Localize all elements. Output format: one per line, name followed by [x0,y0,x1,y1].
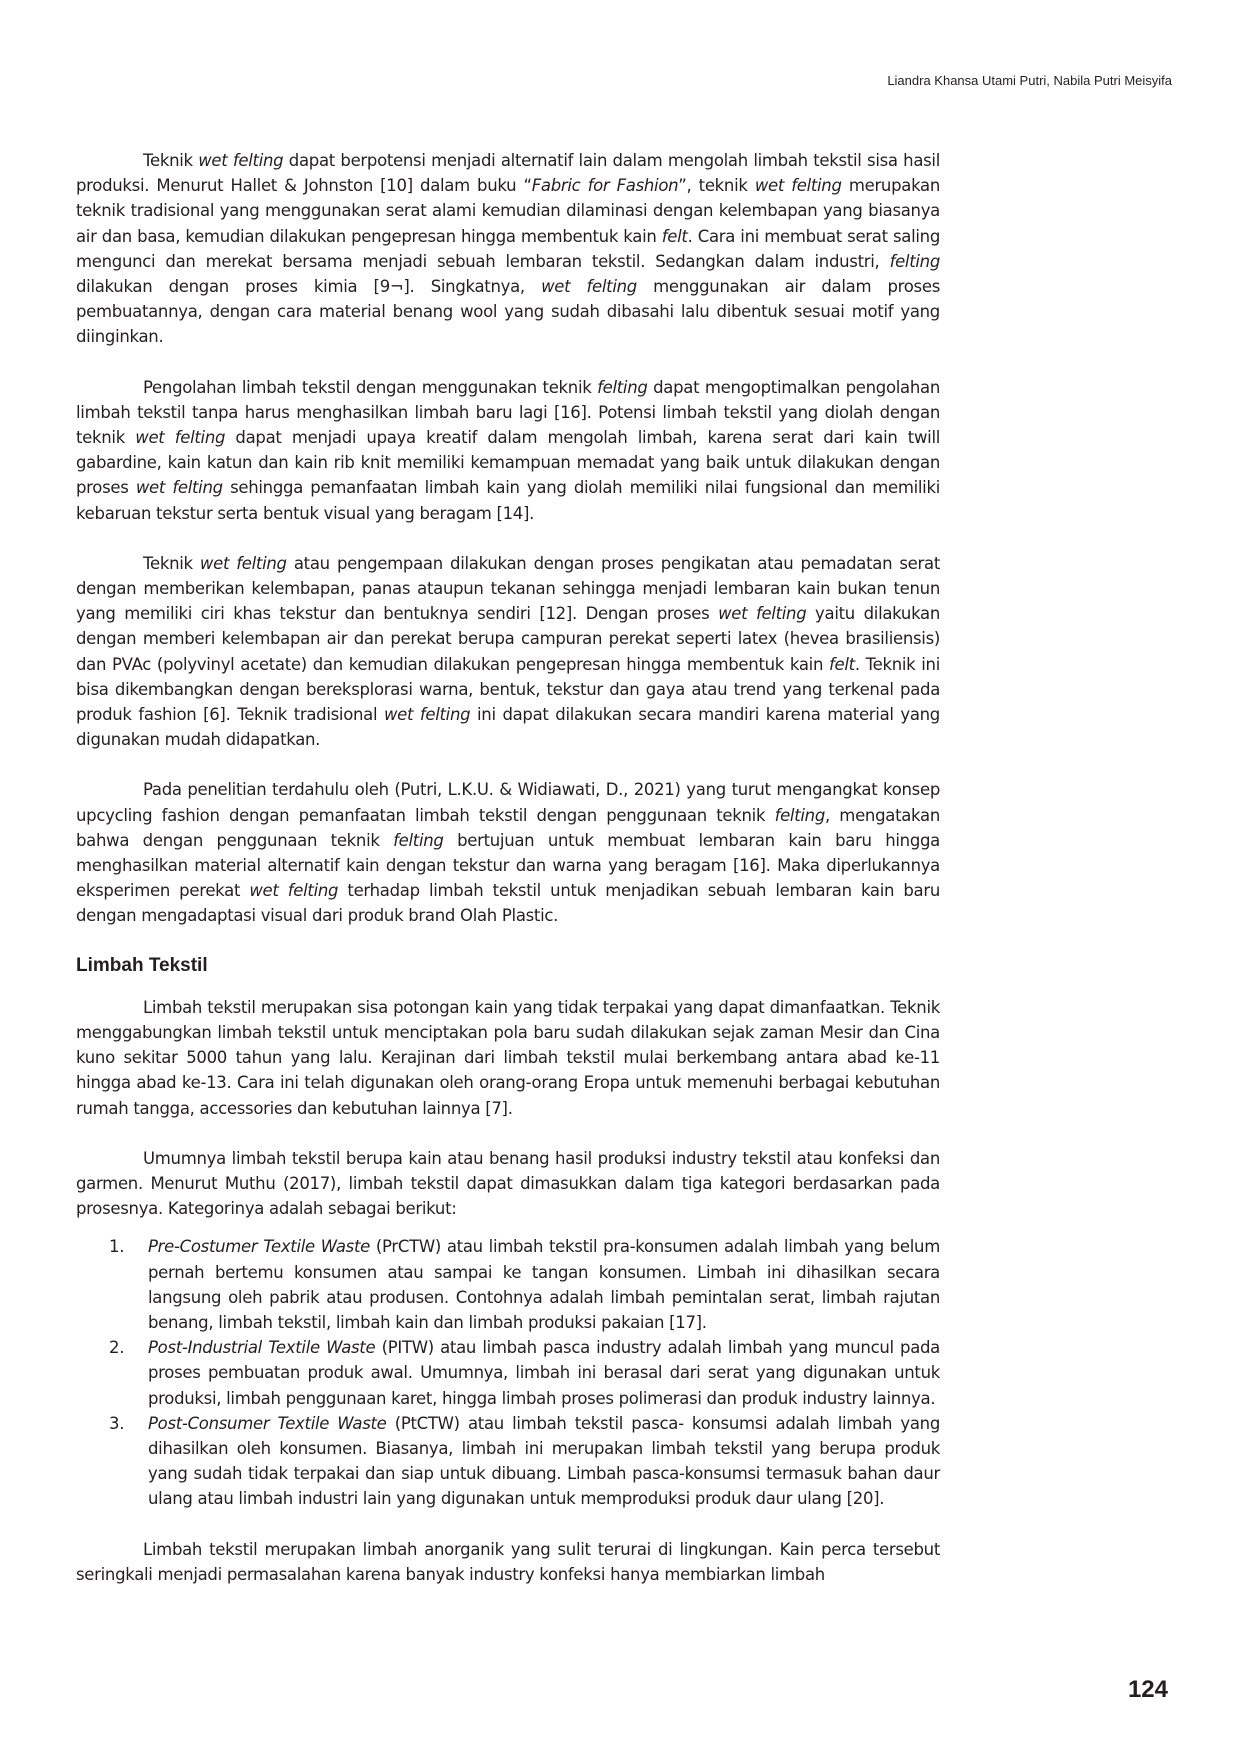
text-run: ”, teknik [678,176,755,196]
text-run: ini dapat dilakukan secara mandiri karena material yang digunakan mudah didapatkan. [76,705,940,750]
text-run: Teknik [143,553,200,573]
italic-term: felt [661,226,688,246]
italic-term: wet felting [541,277,637,297]
text-run: yaitu dilakukan dengan memberi kelembapan air dan perekat berupa campuran perekat seperti latex (hevea brasiliensis) dan PVAc (polyvinyl acetate) dan kemudian dilakukan pengepresan hingga membentuk kain [76,604,941,674]
text-run: dilakukan dengan proses kimia [9¬]. Singkatnya, [76,277,542,297]
list-number: 2. [109,1338,125,1358]
text-run: sehingga pemanfaatan limbah kain yang diolah memiliki nilai fungsional dan memiliki kebaruan tekstur serta bentuk visual yang beragam [14]. [76,478,941,523]
article-body [76,148,940,1612]
list-number: 3. [109,1413,125,1433]
text-run: Teknik [143,151,199,170]
list-text: (PrCTW) atau limbah tekstil pra-konsumen adalah limbah yang belum pernah bertemu konsumen atau sampai ke tangan konsumen. Limbah ini dihasilkan secara langsung oleh pabrik atau produsen. Contohnya adalah limbah pemintalan serat, limbah rajutan benang, limbah tekstil, limbah kain dan limbah produksi pakaian [17]. [148,1237,940,1332]
italic-term: wet felting [718,604,807,624]
italic-term: felting [889,251,940,271]
italic-term: wet felting [249,881,339,901]
italic-term: felting [774,805,825,825]
list-item [76,1335,940,1411]
text-run: merupakan teknik tradisional yang menggunakan serat alami kemudian dilaminasi dengan kelembapan yang biasanya air dan basa, kemudian dilakukan pengepresan hingga membentuk kain [76,176,941,246]
text-run: . Teknik ini bisa dikembangkan dengan bereksplorasi warna, bentuk, tekstur dan gaya atau trend yang terkenal pada produk fashion [6]. Teknik tradisional [76,654,940,725]
list-text: (PtCTW) atau limbah tekstil pasca- konsumsi adalah limbah yang dihasilkan oleh konsumen. Biasanya, limbah ini merupakan limbah tekstil yang berupa produk yang sudah tidak terpakai dan siap untuk dibuang. Limbah pasca-konsumsi termasuk bahan daur ulang atau limbah industri lain yang digunakan untuk memproduksi produk daur ulang [20]. [148,1413,940,1509]
list-text: (PITW) atau limbah pasca industry adalah limbah yang muncul pada proses pembuatan produk awal. Umumnya, limbah ini berasal dari serat yang digunakan untuk produksi, limbah penggunaan karet, hingga limbah proses polimerasi dan produk industry lainnya. [148,1338,940,1408]
paragraph-felting-optimization [76,375,940,526]
italic-term: wet felting [199,553,287,573]
list-number: 1. [109,1237,125,1257]
text-run: bertujuan untuk membuat lembaran kain baru hingga menghasilkan material alternatif kain dengan tekstur dan warna yang beragam [16]. Maka diperlukannya eksperimen perekat [76,830,940,901]
italic-term: wet felting [754,176,842,196]
text-run: dapat berpotensi menjadi alternatif lain dalam mengolah limbah tekstil sisa hasil produksi. Menurut Hallet & Johnston [10] dalam buku “ [76,151,940,196]
italic-term: wet felting [198,151,284,170]
text-run: dapat mengoptimalkan pengolahan limbah tekstil tanpa harus menghasilkan limbah baru lagi [16]. Potensi limbah tekstil yang diolah dengan teknik [76,377,940,448]
paragraph-wet-felting-definition [76,148,940,350]
text-run: Pengolahan limbah tekstil dengan menggunakan teknik [143,377,598,397]
italic-term: felting [393,830,444,850]
list-item [76,1411,940,1512]
italic-term: felting [597,377,648,397]
section-heading-limbah-tekstil: Limbah Tekstil [76,954,208,976]
text-run: atau pengempaan dilakukan dengan proses pengikatan atau pemadatan serat dengan memberikan kelembapan, panas ataupun tekanan sehingga menjadi lembaran kain bukan tenun yang memiliki ciri khas tekstur dan bentuknya sendiri [12]. Dengan proses [76,553,940,624]
text-run: Pada penelitian terdahulu oleh (Putri, L.K.U. & Widiawati, D., 2021) yang turut mengangkat konsep upcycling fashion dengan pemanfaatan limbah tekstil dengan penggunaan teknik [76,780,940,825]
paragraph-previous-research [76,777,940,928]
paragraph-inorganic-waste: Limbah tekstil merupakan limbah anorganik yang sulit terurai di lingkungan. Kain perca tersebut seringkali menjadi permasalahan karena banyak industry konfeksi hanya membiarkan limbah [76,1539,940,1584]
italic-term: wet felting [383,705,471,725]
text-run: dapat menjadi upaya kreatif dalam mengolah limbah, karena serat dari kain twill gabardine, kain katun dan kain rib knit memiliki kemampuan memadat yang baik untuk dilakukan dengan proses [76,428,941,498]
italic-term: felt [828,654,855,674]
running-header-authors: Liandra Khansa Utami Putri, Nabila Putri Meisyifa [887,73,1172,88]
waste-category-list [76,1234,940,1511]
list-term: Post-Consumer Textile Waste [148,1413,387,1433]
paragraph-wet-felting-process [76,551,940,753]
list-term: Pre-Costumer Textile Waste [148,1237,370,1257]
list-item [76,1234,940,1335]
text-run: . Cara ini membuat serat saling mengunci dan merekat bersama menjadi sebuah lembaran tekstil. Sedangkan dalam industri, [76,226,940,271]
italic-book-title: Fabric for Fashion [531,176,679,196]
italic-term: wet felting [135,478,223,498]
italic-term: wet felting [135,428,226,448]
text-run: menggunakan air dalam proses pembuatannya, dengan cara material benang wool yang sudah dibasahi lalu dibentuk sesuai motif yang diinginkan. [76,277,940,347]
paragraph-waste-categories-intro: Umumnya limbah tekstil berupa kain atau benang hasil produksi industry tekstil atau konfeksi dan garmen. Menurut Muthu (2017), limbah tekstil dapat dimasukkan dalam tiga kategori berdasarkan pada prosesnya. Kategorinya adalah sebagai berikut: [76,1148,940,1219]
text-run: , mengatakan bahwa dengan penggunaan teknik [76,805,940,850]
list-term: Post-Industrial Textile Waste [148,1338,376,1358]
text-run: terhadap limbah tekstil untuk menjadikan sebuah lembaran kain baru dengan mengadaptasi visual dari produk brand Olah Plastic. [76,881,941,926]
paragraph-textile-waste-history: Limbah tekstil merupakan sisa potongan kain yang tidak terpakai yang dapat dimanfaatkan. Teknik menggabungkan limbah tekstil untuk menciptakan pola baru sudah dilakukan sejak zaman Mesir dan Cina kuno sekitar 5000 tahun yang lalu. Kerajinan dari limbah tekstil mulai berkembang antara abad ke-11 hingga abad ke-13. Cara ini telah digunakan oleh orang-orang Eropa untuk memenuhi berbagai kebutuhan rumah tangga, accessories dan kebutuhan lainnya [7]. [76,997,940,1118]
page-number: 124 [1127,1676,1168,1703]
